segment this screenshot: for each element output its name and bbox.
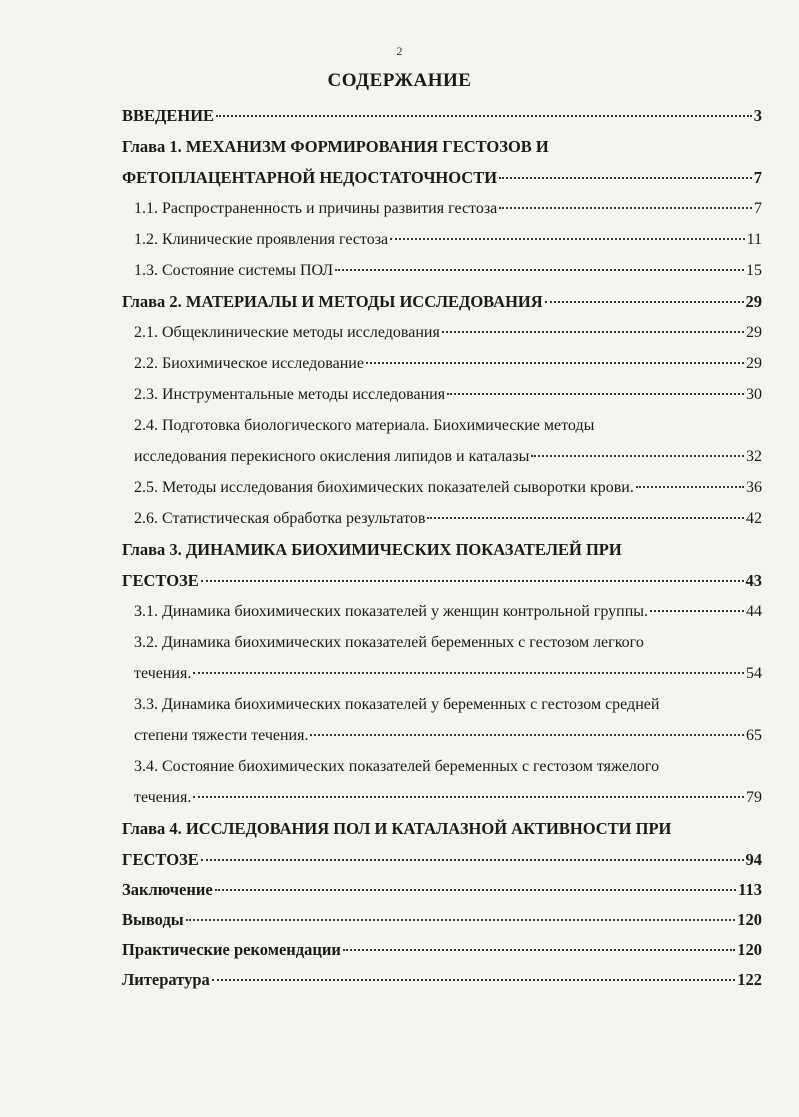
toc-entry-text: ВВЕДЕНИЕ [122,106,215,125]
toc-entry-text: ГЕСТОЗЕ [122,571,199,590]
leader-dots [343,949,735,951]
leader-dots [442,331,744,333]
toc-entry-text: Глава 2. МАТЕРИАЛЫ И МЕТОДЫ ИССЛЕДОВАНИЯ [122,292,543,311]
toc-entry-text: 3.1. Динамика биохимических показателей у женщин контрольной группы. [134,603,649,620]
toc-entry-text: Литература [122,970,210,989]
toc-entry-text: Глава 4. ИССЛЕДОВАНИЯ ПОЛ И КАТАЛАЗНОЙ АКТИВНОСТИ ПРИ [122,819,672,838]
leader-dots [366,362,744,364]
toc-entry[interactable] [122,905,762,935]
toc-entry [122,534,762,565]
toc-entry-text: 2.4. Подготовка биологического материала. Биохимические методы [134,417,595,434]
leader-dots [427,517,744,519]
toc-entry[interactable] [122,965,762,995]
toc-entry-text: 3.4. Состояние биохимических показателей беременных с гестозом тяжелого [134,758,660,775]
toc-entry-page: 11 [746,231,762,248]
toc-entry[interactable] [122,193,762,224]
toc-title: СОДЕРЖАНИЕ [327,70,472,91]
leader-dots [650,610,744,612]
leader-dots [193,796,744,798]
toc-entry-page: 36 [746,479,762,496]
toc-entry-text: ГЕСТОЗЕ [122,850,199,869]
toc-entry-page: 79 [746,789,762,806]
toc-entry-text: Выводы [122,910,184,929]
leader-dots [531,455,744,457]
toc-entry-page: 54 [746,665,762,682]
leader-dots [545,301,744,303]
toc-entry[interactable] [122,255,762,286]
toc-entry[interactable] [122,317,762,348]
toc-entry [122,689,762,720]
toc-entry[interactable] [122,348,762,379]
toc-entry [122,131,762,162]
toc-entry-page: 120 [737,910,762,929]
toc-entry-page: 30 [746,386,762,403]
toc-entry-text: Глава 3. ДИНАМИКА БИОХИМИЧЕСКИХ ПОКАЗАТЕЛЕЙ ПРИ [122,540,622,559]
toc-entry[interactable] [122,782,762,813]
toc-entry-text: исследования перекисного окисления липидов и каталазы [134,448,530,465]
toc-entry-text: 1.2. Клинические проявления гестоза [134,231,389,248]
toc-entry-page: 29 [746,355,762,372]
leader-dots [335,269,744,271]
toc-entry[interactable] [122,503,762,534]
leader-dots [499,177,752,179]
leader-dots [636,486,744,488]
leader-dots [310,734,744,736]
toc-entry-text: 2.2. Биохимическое исследование [134,355,364,372]
toc-entry-text: течения. [134,789,192,806]
leader-dots [390,238,744,240]
leader-dots [216,115,752,117]
leader-dots [201,580,744,582]
toc-entry [122,627,762,658]
leader-dots [193,672,744,674]
toc-entry[interactable] [122,565,762,596]
toc-entry-page: 7 [754,200,762,217]
toc-entry-text: 3.3. Динамика биохимических показателей у беременных с гестозом средней [134,696,660,713]
toc-entry-page: 113 [738,880,762,899]
toc-entry-text: 2.6. Статистическая обработка результатов [134,510,426,527]
toc-entry[interactable] [122,596,762,627]
toc-entry-text: 2.3. Инструментальные методы исследования [134,386,446,403]
toc-entry-page: 32 [746,448,762,465]
toc-entry-text: Заключение [122,880,213,899]
leader-dots [215,889,736,891]
toc-entry[interactable] [122,162,762,193]
toc-entry[interactable] [122,935,762,965]
toc-entry-page: 43 [745,571,762,590]
toc-entry[interactable] [122,224,762,255]
toc-entry-page: 7 [753,168,762,187]
toc-entry[interactable] [122,472,762,503]
leader-dots [201,859,744,861]
table-of-contents [122,100,762,995]
toc-entry[interactable] [122,875,762,905]
toc-entry [122,410,762,441]
toc-entry [122,813,762,844]
toc-entry-text: 2.1. Общеклинические методы исследования [134,324,440,341]
toc-entry[interactable] [122,441,762,472]
toc-entry-text: 3.2. Динамика биохимических показателей беременных с гестозом легкого [134,634,644,651]
toc-entry[interactable] [122,720,762,751]
toc-entry-text: течения. [134,665,192,682]
toc-entry[interactable] [122,286,762,317]
toc-entry-page: 94 [745,850,762,869]
toc-entry-page: 29 [746,324,762,341]
toc-entry-text: 2.5. Методы исследования биохимических показателей сыворотки крови. [134,479,634,496]
toc-entry-page: 44 [746,603,762,620]
toc-entry-text: Глава 1. МЕХАНИЗМ ФОРМИРОВАНИЯ ГЕСТОЗОВ И [122,137,549,156]
toc-entry-text: 1.1. Распространенность и причины развития гестоза [134,200,498,217]
toc-entry-page: 122 [737,970,762,989]
page-number: 2 [396,44,403,58]
leader-dots [447,393,744,395]
toc-entry[interactable] [122,844,762,875]
toc-entry-text: ФЕТОПЛАЦЕНТАРНОЙ НЕДОСТАТОЧНОСТИ [122,168,498,187]
toc-entry-page: 29 [745,292,762,311]
toc-entry[interactable] [122,658,762,689]
leader-dots [499,207,752,209]
toc-entry[interactable] [122,100,762,131]
toc-entry-page: 120 [737,940,762,959]
toc-entry[interactable] [122,379,762,410]
toc-entry-page: 65 [746,727,762,744]
toc-entry-text: 1.3. Состояние системы ПОЛ [134,262,334,279]
toc-entry [122,751,762,782]
leader-dots [186,919,736,921]
toc-entry-page: 42 [746,510,762,527]
toc-entry-page: 3 [753,106,762,125]
toc-entry-page: 15 [746,262,762,279]
toc-entry-text: степени тяжести течения. [134,727,309,744]
leader-dots [212,979,735,981]
toc-entry-text: Практические рекомендации [122,940,341,959]
